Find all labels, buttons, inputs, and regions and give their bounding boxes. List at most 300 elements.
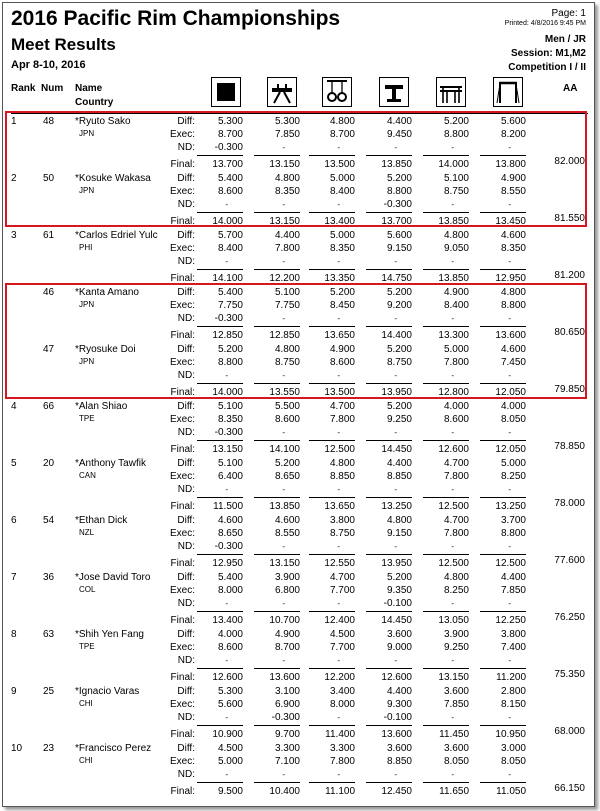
final-score: 13.150 [269,159,300,170]
final-score: 13.550 [269,387,300,398]
exec-score: 8.600 [217,186,243,197]
final-score: 12.850 [269,330,300,341]
exec-score: 8.150 [500,699,526,710]
all-around-column-header: AA [563,83,578,94]
diff-score: 4.800 [386,515,412,526]
exec-score: 8.350 [217,414,243,425]
parallel-bars-icon [436,77,466,107]
diff-score: 3.600 [443,743,469,754]
final-score: 9.500 [217,786,243,797]
exec-score: 8.000 [217,585,243,596]
athlete-result [3,458,594,515]
diff-score: 3.800 [329,515,355,526]
row-label-exec: Exec: [169,186,195,197]
final-score: 10.700 [269,615,300,626]
nd-dash: - [508,770,512,779]
row-label-exec: Exec: [169,642,195,653]
diff-score: 5.200 [274,458,300,469]
nd-dash: - [508,656,512,665]
nd-dash: - [508,428,512,437]
score-underline [366,269,412,270]
exec-score: 8.800 [500,300,526,311]
athlete-country: CAN [79,471,96,480]
row-label-final: Final: [170,444,195,455]
exec-score: 8.550 [500,186,526,197]
nd-dash: - [394,314,398,323]
final-score: 12.400 [324,615,355,626]
exec-score: 7.750 [274,300,300,311]
final-score: 13.350 [324,273,355,284]
final-score: 11.450 [439,729,469,740]
nd-dash: - [337,371,341,380]
exec-score: 8.400 [443,300,469,311]
nd-dash: - [337,257,341,266]
score-underline [366,725,412,726]
diff-score: 4.800 [500,287,526,298]
exec-score: 8.050 [443,756,469,767]
exec-score: 8.650 [274,471,300,482]
final-score: 12.600 [381,672,412,683]
athlete-name: *Anthony Tawfik [75,458,146,469]
diff-score: 5.200 [386,173,412,184]
diff-score: 4.400 [274,230,300,241]
exec-score: 8.050 [500,414,526,425]
diff-score: 3.600 [386,743,412,754]
score-underline [197,440,243,441]
exec-score: 9.450 [386,129,412,140]
athlete-name: *Ryuto Sako [75,116,131,127]
diff-score: 5.400 [217,287,243,298]
division-label: Men / JR [544,34,586,45]
diff-score: 5.400 [217,572,243,583]
athlete-rank: 7 [11,572,17,583]
nd-dash: - [282,542,286,551]
nd-dash: - [282,371,286,380]
athlete-result [3,629,594,686]
row-label-nd: ND: [177,256,195,267]
diff-score: 5.300 [217,686,243,697]
nd-dash: - [337,143,341,152]
diff-score: 3.300 [329,743,355,754]
row-label-final: Final: [170,729,195,740]
athlete-number: 61 [43,230,55,241]
athlete-number: 48 [43,116,55,127]
nd-dash: - [225,770,229,779]
score-underline [423,497,469,498]
exec-score: 8.800 [386,186,412,197]
diff-score: 5.300 [217,116,243,127]
page-number: Page: 1 [551,8,586,19]
row-label-diff: Diff: [177,116,195,127]
exec-score: 7.700 [329,642,355,653]
final-score: 13.400 [324,216,355,227]
athlete-rank: 4 [11,401,17,412]
score-underline [309,554,355,555]
score-underline [480,554,526,555]
score-underline [480,668,526,669]
diff-score: 4.500 [217,743,243,754]
final-score: 13.300 [438,330,469,341]
score-underline [309,497,355,498]
final-score: 13.850 [438,273,469,284]
athlete-number: 47 [43,344,55,355]
exec-score: 7.800 [329,756,355,767]
score-underline [366,497,412,498]
nd-score: -0.100 [383,598,412,609]
exec-score: 8.800 [217,357,243,368]
score-underline [309,782,355,783]
athlete-result [3,230,594,287]
score-underline [423,725,469,726]
exec-score: 7.800 [274,243,300,254]
athlete-name: *Ethan Dick [75,515,128,526]
score-underline [480,611,526,612]
diff-score: 5.100 [274,287,300,298]
final-score: 12.600 [438,444,469,455]
row-label-exec: Exec: [169,528,195,539]
exec-score: 5.000 [217,756,243,767]
diff-score: 4.400 [386,686,412,697]
final-score: 10.950 [495,729,526,740]
final-score: 12.950 [495,273,526,284]
nd-dash: - [337,542,341,551]
row-label-exec: Exec: [169,414,195,425]
final-score: 12.600 [212,672,243,683]
diff-score: 4.800 [274,344,300,355]
final-score: 13.600 [495,330,526,341]
nd-dash: - [451,542,455,551]
exec-score: 8.000 [329,699,355,710]
exec-score: 8.450 [329,300,355,311]
final-score: 14.000 [212,216,243,227]
row-label-final: Final: [170,216,195,227]
row-label-nd: ND: [177,655,195,666]
diff-score: 5.000 [329,173,355,184]
nd-dash: - [508,713,512,722]
competition-label: Competition I / II [508,62,586,73]
score-underline [254,611,300,612]
score-underline [423,668,469,669]
diff-score: 5.200 [386,572,412,583]
all-around-total: 68.000 [554,726,585,737]
final-score: 10.900 [212,729,243,740]
score-underline [197,554,243,555]
score-underline [366,782,412,783]
exec-score: 9.350 [386,585,412,596]
score-underline [197,611,243,612]
row-label-diff: Diff: [177,401,195,412]
diff-score: 4.800 [443,572,469,583]
athlete-name: *Kosuke Wakasa [75,173,151,184]
diff-score: 3.700 [500,515,526,526]
final-score: 14.100 [212,273,243,284]
score-underline [197,782,243,783]
final-score: 9.700 [274,729,300,740]
final-score: 14.450 [381,615,412,626]
final-score: 12.450 [381,786,412,797]
diff-score: 4.800 [329,458,355,469]
diff-score: 5.200 [443,116,469,127]
final-score: 13.650 [324,330,355,341]
final-score: 13.250 [495,501,526,512]
score-underline [254,725,300,726]
athlete-rank: 8 [11,629,17,640]
final-score: 12.500 [324,444,355,455]
score-underline [480,782,526,783]
score-underline [423,269,469,270]
all-around-total: 82.000 [554,156,585,167]
nd-dash: - [508,542,512,551]
nd-dash: - [337,485,341,494]
row-label-final: Final: [170,387,195,398]
athlete-country: TPE [79,414,95,423]
exec-score: 8.750 [274,357,300,368]
exec-score: 9.000 [386,642,412,653]
final-score: 13.700 [381,216,412,227]
exec-score: 6.400 [217,471,243,482]
row-label-exec: Exec: [169,471,195,482]
exec-score: 6.800 [274,585,300,596]
diff-score: 3.900 [443,629,469,640]
exec-score: 8.750 [443,186,469,197]
diff-score: 4.700 [443,458,469,469]
row-label-nd: ND: [177,769,195,780]
row-label-final: Final: [170,159,195,170]
score-underline [480,269,526,270]
name-column-header: Name [75,83,103,94]
final-score: 11.050 [496,786,526,797]
nd-dash: - [282,485,286,494]
final-score: 13.850 [381,159,412,170]
nd-score: -0.300 [214,313,243,324]
score-underline [197,725,243,726]
athlete-number: 50 [43,173,55,184]
highlight-box-top [5,111,587,227]
athlete-number: 54 [43,515,55,526]
exec-score: 9.200 [386,300,412,311]
athlete-number: 25 [43,686,55,697]
diff-score: 5.100 [217,458,243,469]
score-underline [366,668,412,669]
score-underline [254,269,300,270]
row-label-final: Final: [170,615,195,626]
diff-score: 5.000 [443,344,469,355]
diff-score: 5.400 [217,173,243,184]
highlight-box-middle [5,283,587,399]
final-score: 12.050 [495,387,526,398]
nd-dash: - [394,542,398,551]
row-label-final: Final: [170,786,195,797]
row-label-final: Final: [170,558,195,569]
diff-score: 4.400 [500,572,526,583]
nd-dash: - [225,713,229,722]
diff-score: 5.000 [500,458,526,469]
exec-score: 7.700 [329,585,355,596]
nd-score: -0.300 [383,199,412,210]
exec-score: 9.050 [443,243,469,254]
row-label-diff: Diff: [177,515,195,526]
diff-score: 4.400 [386,116,412,127]
score-underline [309,611,355,612]
score-underline [423,440,469,441]
diff-score: 5.100 [217,401,243,412]
final-score: 11.650 [439,786,469,797]
row-label-final: Final: [170,672,195,683]
diff-score: 5.200 [386,287,412,298]
nd-dash: - [394,143,398,152]
exec-score: 8.800 [500,528,526,539]
diff-score: 4.400 [386,458,412,469]
score-underline [254,440,300,441]
nd-dash: - [451,599,455,608]
nd-dash: - [337,713,341,722]
diff-score: 4.700 [329,572,355,583]
row-label-exec: Exec: [169,585,195,596]
high-bar-icon [493,77,523,107]
athlete-country: NZL [79,528,95,537]
exec-score: 8.200 [500,129,526,140]
diff-score: 5.200 [329,287,355,298]
exec-score: 7.400 [500,642,526,653]
athlete-result [3,515,594,572]
final-score: 11.400 [325,729,355,740]
final-score: 12.850 [212,330,243,341]
exec-score: 8.750 [386,357,412,368]
results-sheet [2,2,595,807]
athlete-rank: 9 [11,686,17,697]
diff-score: 4.800 [443,230,469,241]
exec-score: 8.850 [386,471,412,482]
athlete-name: *Carlos Edriel Yulc [75,230,158,241]
athlete-rank: 6 [11,515,17,526]
score-underline [423,554,469,555]
athlete-country: JPN [79,129,95,138]
score-underline [254,668,300,669]
diff-score: 4.500 [329,629,355,640]
diff-score: 3.000 [500,743,526,754]
row-label-nd: ND: [177,370,195,381]
score-underline [366,611,412,612]
nd-score: -0.300 [214,541,243,552]
final-score: 12.950 [212,558,243,569]
athlete-number: 20 [43,458,55,469]
nd-dash: - [282,314,286,323]
diff-score: 5.200 [386,401,412,412]
nd-dash: - [508,599,512,608]
athlete-country: PHI [79,243,93,252]
nd-dash: - [451,713,455,722]
country-column-header: Country [75,97,114,108]
diff-score: 4.700 [329,401,355,412]
diff-score: 3.600 [386,629,412,640]
diff-score: 5.100 [443,173,469,184]
score-underline [309,269,355,270]
final-score: 12.500 [495,558,526,569]
all-around-total: 77.600 [554,555,585,566]
final-score: 12.500 [438,558,469,569]
nd-dash: - [394,428,398,437]
row-label-nd: ND: [177,199,195,210]
row-label-diff: Diff: [177,287,195,298]
nd-dash: - [282,656,286,665]
nd-dash: - [394,257,398,266]
diff-score: 3.400 [329,686,355,697]
nd-dash: - [451,656,455,665]
diff-score: 4.900 [500,173,526,184]
final-score: 14.750 [381,273,412,284]
diff-score: 2.800 [500,686,526,697]
row-label-nd: ND: [177,142,195,153]
exec-score: 8.700 [217,129,243,140]
diff-score: 4.600 [500,230,526,241]
final-score: 13.700 [212,159,243,170]
nd-dash: - [337,428,341,437]
final-score: 13.800 [495,159,526,170]
all-around-total: 76.250 [554,612,585,623]
nd-dash: - [337,656,341,665]
nd-dash: - [394,656,398,665]
nd-dash: - [508,371,512,380]
exec-score: 7.750 [217,300,243,311]
final-score: 14.450 [381,444,412,455]
row-label-diff: Diff: [177,629,195,640]
athlete-rank: 1 [11,116,17,127]
row-label-final: Final: [170,501,195,512]
diff-score: 4.600 [217,515,243,526]
athlete-result [3,572,594,629]
row-label-final: Final: [170,330,195,341]
diff-score: 3.100 [274,686,300,697]
athlete-country: CHI [79,756,93,765]
athlete-country: TPE [79,642,95,651]
athlete-result [3,686,594,743]
nd-dash: - [451,371,455,380]
athlete-country: JPN [79,357,95,366]
diff-score: 3.600 [443,686,469,697]
nd-dash: - [451,770,455,779]
exec-score: 5.600 [217,699,243,710]
diff-score: 5.300 [274,116,300,127]
diff-score: 4.900 [443,287,469,298]
exec-score: 8.400 [217,243,243,254]
num-column-header: Num [41,83,64,94]
diff-score: 4.000 [500,401,526,412]
diff-score: 3.300 [274,743,300,754]
nd-dash: - [225,656,229,665]
nd-dash: - [508,143,512,152]
nd-dash: - [508,485,512,494]
exec-score: 7.450 [500,357,526,368]
exec-score: 8.400 [329,186,355,197]
row-label-exec: Exec: [169,129,195,140]
athlete-name: *Jose David Toro [75,572,151,583]
diff-score: 5.500 [274,401,300,412]
final-score: 13.600 [269,672,300,683]
athlete-country: COL [79,585,96,594]
score-underline [423,611,469,612]
athlete-name: *Alan Shiao [75,401,128,412]
exec-score: 7.800 [443,528,469,539]
row-label-nd: ND: [177,712,195,723]
score-underline [480,497,526,498]
score-underline [254,782,300,783]
final-score: 13.400 [212,615,243,626]
final-score: 10.400 [269,786,300,797]
nd-dash: - [508,257,512,266]
final-score: 13.600 [381,729,412,740]
athlete-number: 66 [43,401,55,412]
final-score: 13.950 [381,387,412,398]
